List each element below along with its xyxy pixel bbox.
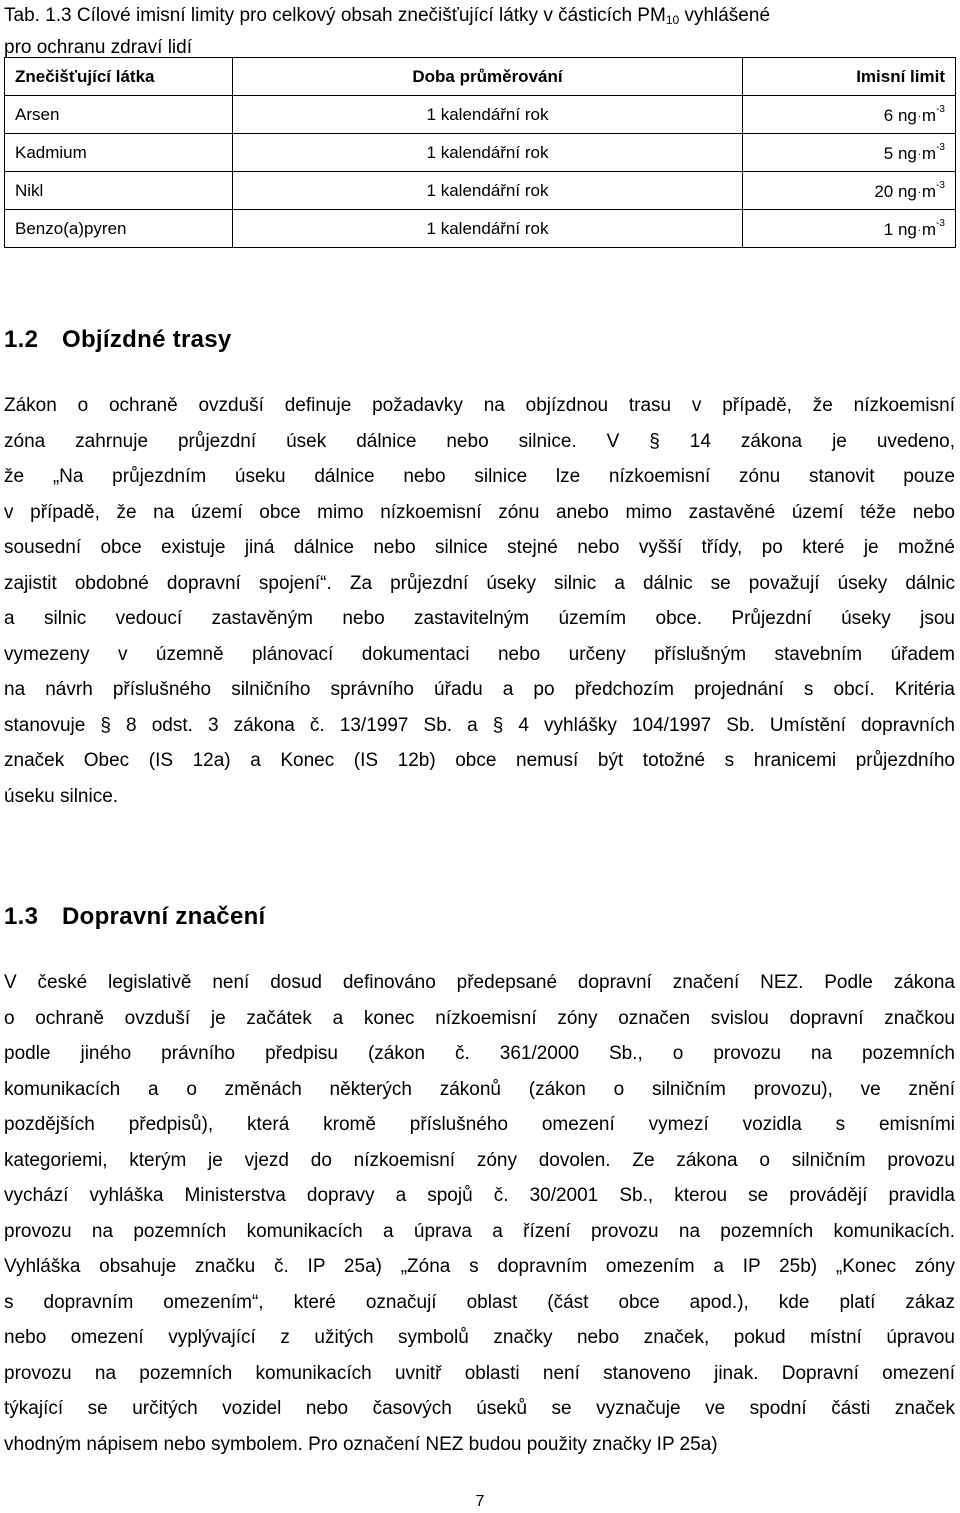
- section-1-2-paragraph: [4, 388, 955, 814]
- limit-exponent: -3: [936, 103, 945, 115]
- limit-value: 1 ng: [883, 219, 917, 239]
- caption-subscript: 10: [665, 13, 680, 27]
- text-line: V české legislativě není dosud definováno předepsané dopravní značení NEZ. Podle zákona: [4, 972, 955, 993]
- period-cell: 1 kalendářní rok: [233, 210, 743, 248]
- text-line: stanovuje § 8 odst. 3 zákona č. 13/1997 Sb. a § 4 vyhlášky 104/1997 Sb. Umístění dopravních: [4, 714, 955, 736]
- table-row: [5, 134, 956, 172]
- text-line: kategoriemi, kterým je vjezd do nízkoemisní zóny dovolen. Ze zákona o silničním provozu: [4, 1149, 955, 1171]
- section-number: 1.3: [4, 903, 39, 930]
- substance-cell: Kadmium: [5, 134, 233, 172]
- text-line: úseku silnice.: [4, 785, 119, 807]
- header-limit: Imisní limit: [743, 58, 956, 96]
- section-title: Objízdné trasy: [62, 326, 232, 353]
- limit-value: 6 ng: [883, 105, 917, 125]
- text-line: že „Na průjezdním úseku dálnice nebo silnice lze nízkoemisní zónu stanovit pouze: [4, 466, 955, 487]
- substance-cell: Nikl: [5, 172, 233, 210]
- text-line: sousední obce existuje jiná dálnice nebo silnice stejné nebo vyšší třídy, po které je možné: [4, 537, 955, 558]
- emission-limits-table: [4, 57, 956, 248]
- text-line: Vyhláška obsahuje značku č. IP 25a) „Zóna s dopravním omezením a IP 25b) „Konec zóny: [4, 1256, 955, 1277]
- limit-exponent: -3: [936, 217, 945, 229]
- limit-dot: .: [917, 145, 921, 158]
- text-line: nebo omezení vyplývající z užitých symbolů značky nebo značek, pokud místní úpravou: [4, 1327, 955, 1348]
- limit-cell: [743, 172, 956, 210]
- limit-unit: m: [921, 143, 937, 163]
- header-period: Doba průměrování: [233, 58, 743, 96]
- limit-exponent: -3: [936, 179, 945, 191]
- limit-dot: .: [917, 107, 921, 120]
- section-1-3-paragraph: [4, 965, 955, 1462]
- section-number: 1.2: [4, 326, 39, 353]
- page-number: 7: [475, 1493, 485, 1510]
- text-line: o ochraně ovzduší je začátek a konec nízkoemisní zóny označen svislou dopravní značkou: [4, 1007, 955, 1029]
- section-title: Dopravní značení: [62, 903, 266, 930]
- caption-line1-suffix: vyhlášené: [679, 5, 771, 26]
- text-line: s dopravním omezením“, které označují oblast (část obce apod.), kde platí zákaz: [4, 1291, 955, 1313]
- period-cell: 1 kalendářní rok: [233, 96, 743, 134]
- limit-dot: .: [917, 221, 921, 234]
- text-line: zóna zahrnuje průjezdní úsek dálnice nebo silnice. V § 14 zákona je uvedeno,: [4, 430, 955, 452]
- text-line: na návrh příslušného silničního správního úřadu a po předchozím projednání s obcí. Kritéria: [4, 679, 955, 700]
- limit-dot: .: [917, 183, 921, 196]
- text-line: Zákon o ochraně ovzduší definuje požadavky na objízdnou trasu v případě, že nízkoemisní: [4, 395, 955, 416]
- limit-exponent: -3: [936, 141, 945, 153]
- text-line: podle jiného právního předpisu (zákon č. 361/2000 Sb., o provozu na pozemních: [4, 1043, 955, 1064]
- substance-cell: Arsen: [5, 96, 233, 134]
- section-heading-1-3: [4, 903, 266, 931]
- text-line: týkající se určitých vozidel nebo časových úseků se vyznačuje ve spodní části značek: [4, 1398, 955, 1419]
- period-cell: 1 kalendářní rok: [233, 172, 743, 210]
- table-caption: [4, 2, 954, 61]
- table-header-row: [5, 58, 956, 96]
- text-line: a silnic vedoucí zastavěným nebo zastavitelným územím obce. Průjezdní úseky jsou: [4, 608, 955, 629]
- limit-unit: m: [921, 105, 937, 125]
- text-line: pozdějších předpisů), která kromě příslušného omezení vymezí vozidla s emisními: [4, 1114, 955, 1135]
- caption-line2: pro ochranu zdraví lidí: [4, 37, 192, 58]
- limit-value: 20 ng: [874, 181, 917, 201]
- limit-cell: [743, 96, 956, 134]
- text-line: vymezeny v územně plánovací dokumentaci nebo určeny příslušným stavebním úřadem: [4, 643, 955, 665]
- table-row: [5, 172, 956, 210]
- header-substance: Znečišťující látka: [5, 58, 233, 96]
- text-line: zajistit obdobné dopravní spojení“. Za průjezdní úseky silnic a dálnic se považují úseky dálnic: [4, 572, 955, 594]
- text-line: značek Obec (IS 12a) a Konec (IS 12b) obce nemusí být totožné s hranicemi průjezdního: [4, 750, 955, 771]
- text-line: vhodným nápisem nebo symbolem. Pro označení NEZ budou použity značky IP 25a): [4, 1433, 718, 1455]
- text-line: komunikacích a o změnách některých zákonů (zákon o silničním provozu), ve znění: [4, 1078, 955, 1100]
- table-row: [5, 210, 956, 248]
- text-line: vychází vyhláška Ministerstva dopravy a spojů č. 30/2001 Sb., kterou se provádějí pravidla: [4, 1185, 955, 1206]
- table-row: [5, 96, 956, 134]
- text-line: provozu na pozemních komunikacích a úprava a řízení provozu na pozemních komunikacích.: [4, 1220, 955, 1242]
- text-line: provozu na pozemních komunikacích uvnitř oblasti není stanoveno jinak. Dopravní omezení: [4, 1362, 955, 1384]
- limit-cell: [743, 134, 956, 172]
- text-line: v případě, že na území obce mimo nízkoemisní zónu anebo mimo zastavěné území téže nebo: [4, 501, 955, 523]
- limit-value: 5 ng: [883, 143, 917, 163]
- period-cell: 1 kalendářní rok: [233, 134, 743, 172]
- caption-line1-prefix: Tab. 1.3 Cílové imisní limity pro celkový obsah znečišťující látky v částicích PM: [4, 5, 666, 26]
- limit-cell: [743, 210, 956, 248]
- substance-cell: Benzo(a)pyren: [5, 210, 233, 248]
- section-heading-1-2: [4, 326, 232, 354]
- limit-unit: m: [921, 181, 937, 201]
- limit-unit: m: [921, 219, 937, 239]
